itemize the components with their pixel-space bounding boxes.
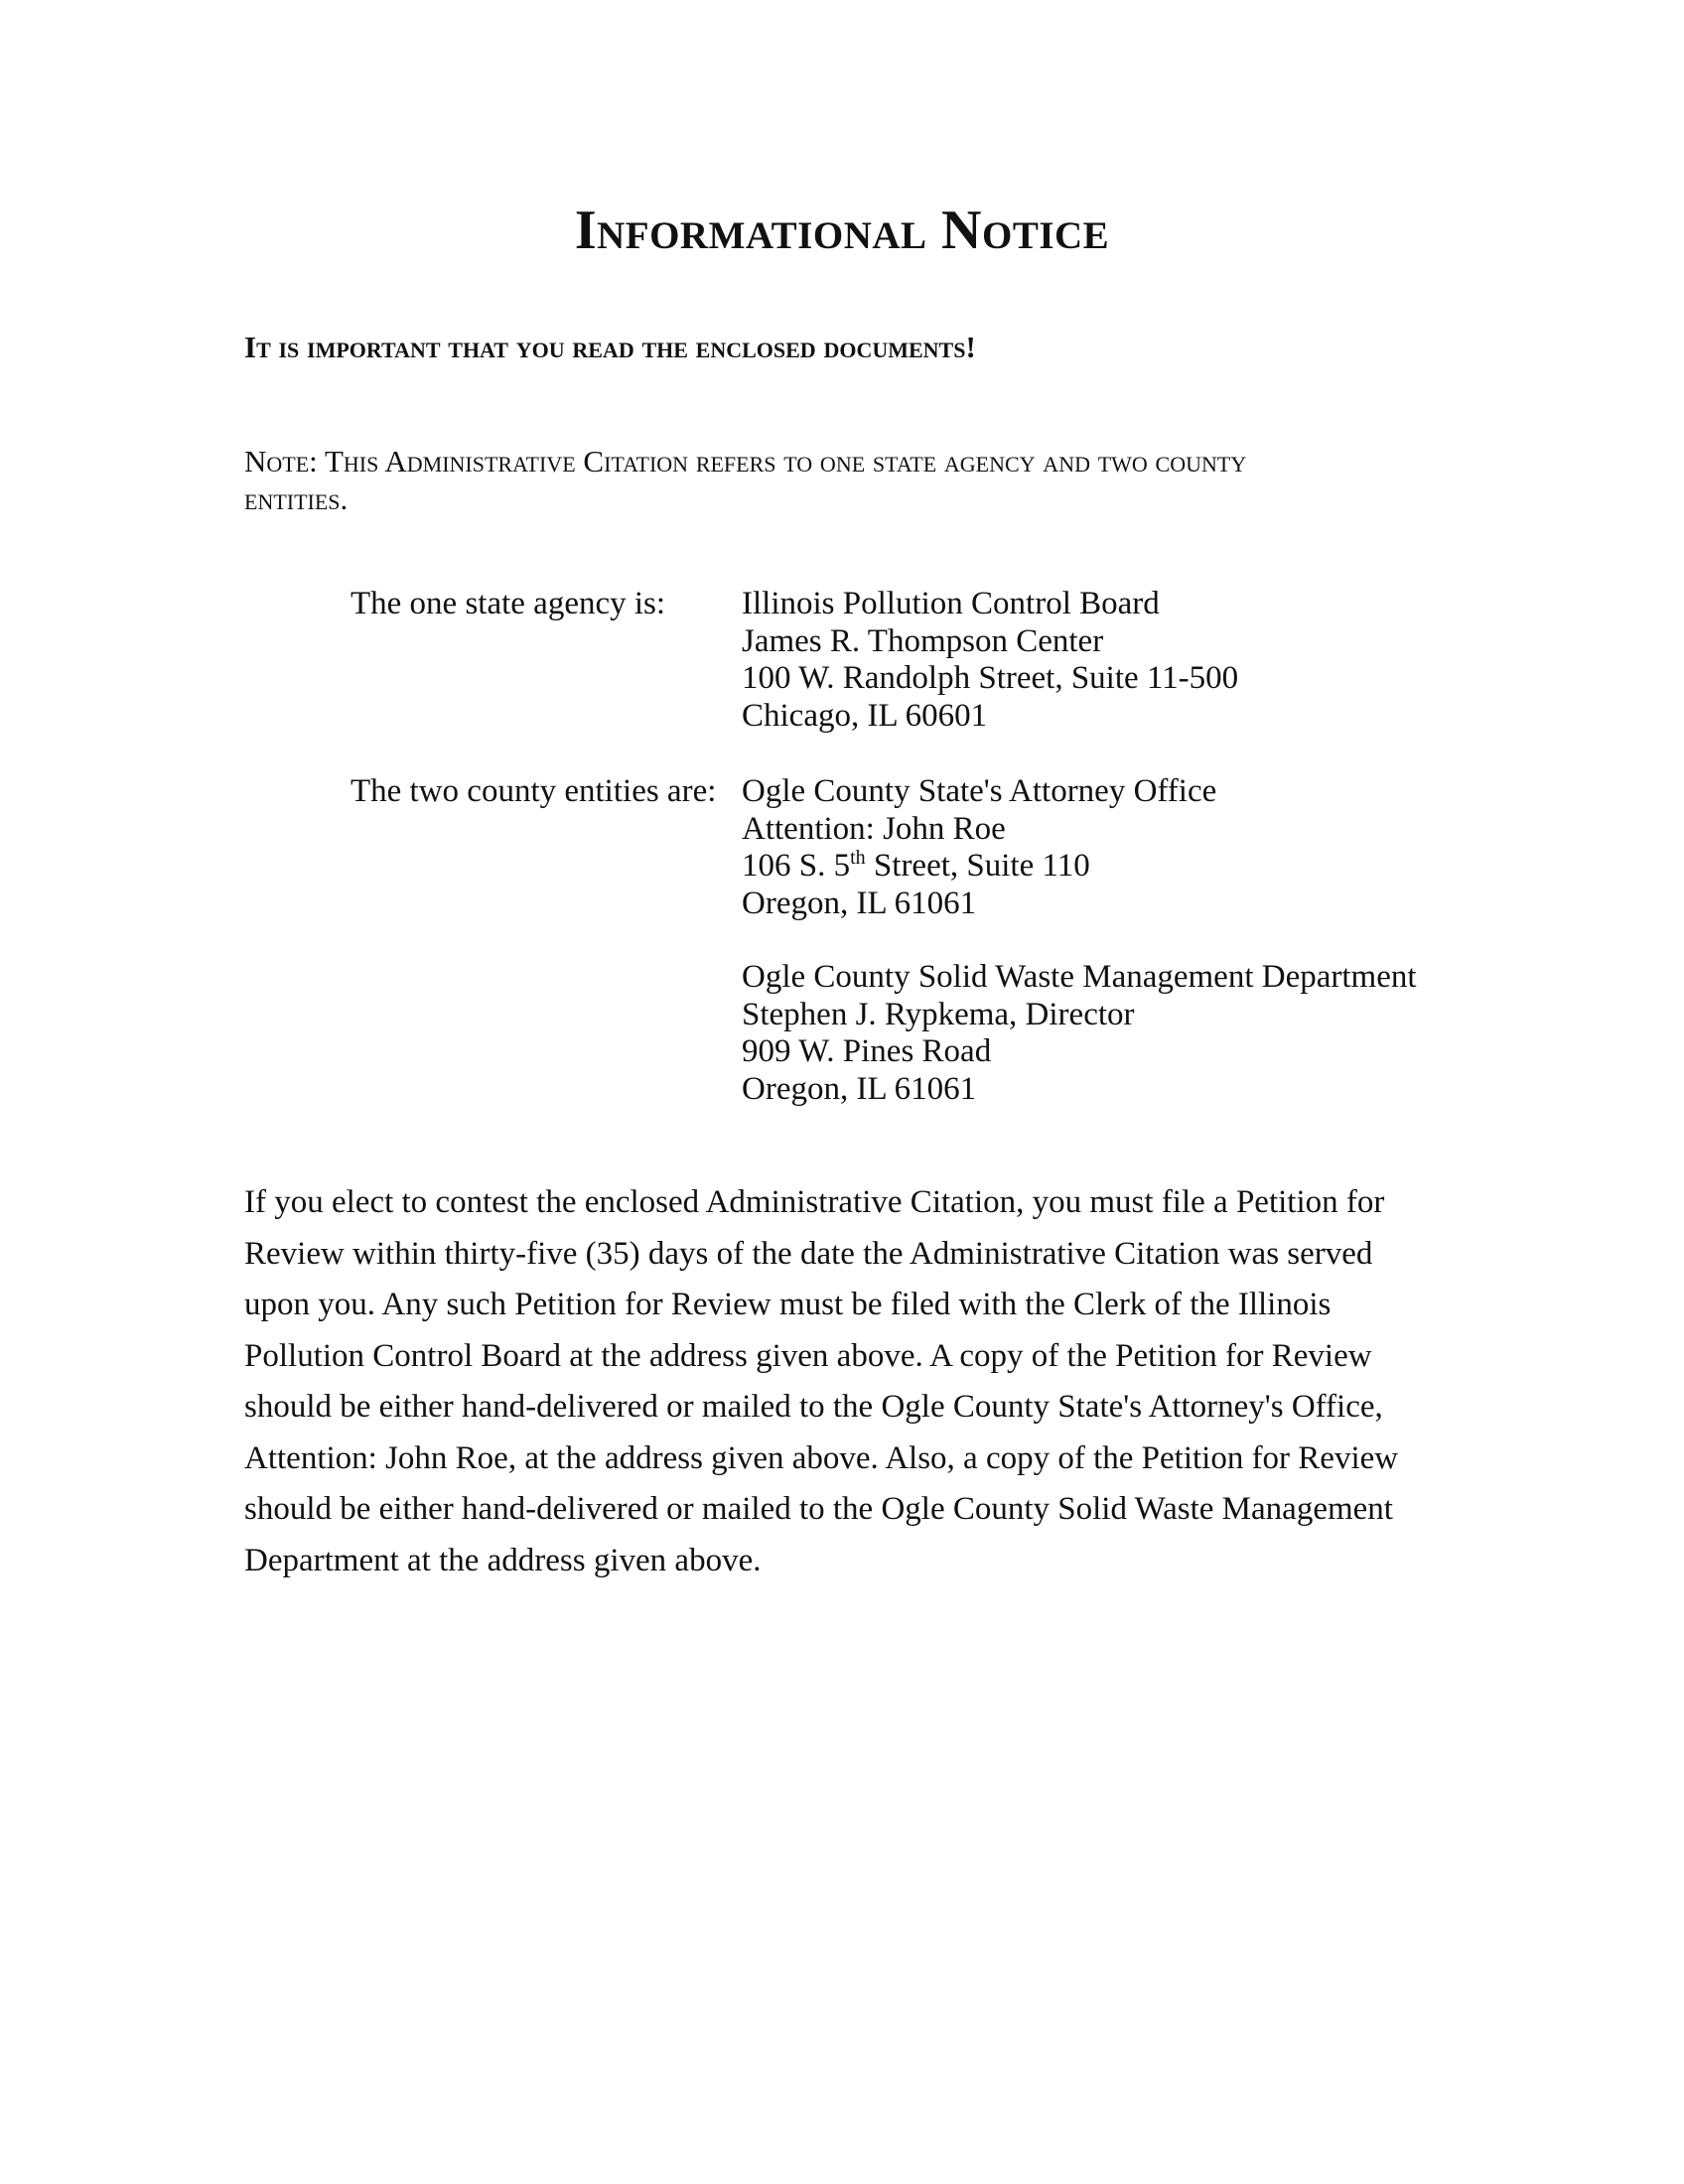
- states-attorney-address: [742, 773, 1216, 922]
- county-entities-label: The two county entities are:: [351, 773, 717, 809]
- address-line: [742, 848, 1216, 886]
- address-line: Chicago, IL 60601: [742, 697, 988, 734]
- page-title: Informational Notice: [574, 200, 1110, 261]
- street-rest: Street, Suite 110: [865, 848, 1090, 884]
- address-line: 909 W. Pines Road: [742, 1033, 992, 1069]
- state-agency-block: [351, 586, 1492, 745]
- note-line: Note: This Administrative Citation refers to one state agency and two county: [244, 444, 1247, 478]
- solid-waste-block: [351, 959, 1492, 1118]
- note-text: [244, 443, 1436, 518]
- address-line: Ogle County Solid Waste Management Department: [742, 959, 1417, 995]
- paragraph-line: Review within thirty-five (35) days of the date the Administrative Citation was served: [244, 1235, 1373, 1272]
- important-notice: It is important that you read the enclosed documents!: [244, 330, 976, 364]
- note-line: entities.: [244, 481, 349, 516]
- ordinal-suffix: th: [850, 847, 866, 869]
- paragraph-line: Department at the address given above.: [244, 1542, 762, 1578]
- state-agency-address: [742, 586, 1238, 735]
- paragraph-line: Pollution Control Board at the address given above. A copy of the Petition for Review: [244, 1337, 1372, 1374]
- paragraph-line: should be either hand-delivered or mailed to the Ogle County Solid Waste Management: [244, 1491, 1393, 1527]
- address-line: Attention: John Roe: [742, 810, 1006, 847]
- paragraph-line: If you elect to contest the enclosed Administrative Citation, you must file a Petition for: [244, 1184, 1385, 1220]
- county-entities-block: [351, 773, 1492, 932]
- instructions-paragraph: [244, 1177, 1446, 1586]
- paragraph-line: should be either hand-delivered or mailed to the Ogle County State's Attorney's Office,: [244, 1389, 1383, 1425]
- paragraph-line: upon you. Any such Petition for Review must be filed with the Clerk of the Illinois: [244, 1287, 1332, 1322]
- street-number: 106 S. 5: [742, 848, 851, 884]
- address-line: Oregon, IL 61061: [742, 1070, 977, 1107]
- address-line: Oregon, IL 61061: [742, 885, 977, 921]
- state-agency-label: The one state agency is:: [351, 586, 666, 621]
- paragraph-line: Attention: John Roe, at the address given above. Also, a copy of the Petition for Review: [244, 1439, 1399, 1476]
- solid-waste-address: [742, 959, 1417, 1108]
- address-line: James R. Thompson Center: [742, 622, 1104, 659]
- address-line: Illinois Pollution Control Board: [742, 586, 1160, 621]
- address-line: Ogle County State's Attorney Office: [742, 773, 1217, 809]
- address-line: 100 W. Randolph Street, Suite 11-500: [742, 660, 1239, 696]
- address-line: Stephen J. Rypkema, Director: [742, 996, 1135, 1032]
